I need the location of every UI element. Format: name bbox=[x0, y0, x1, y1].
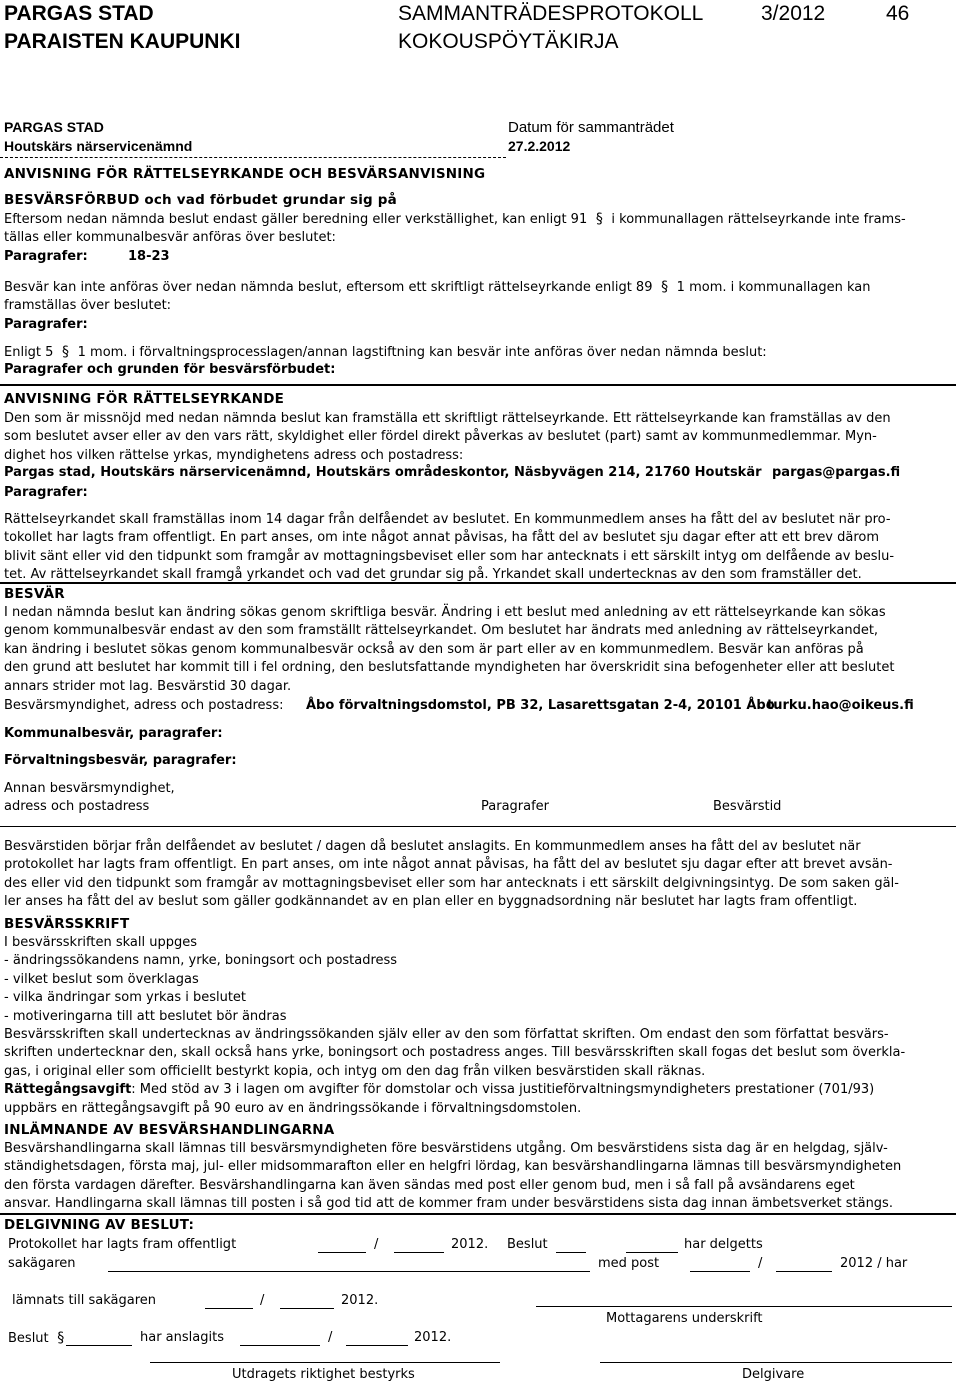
rattelse-line: dighet hos vilken rättelse yrkas, myndighetens adress och postadress: bbox=[4, 447, 464, 463]
besvarsforbud-paragrafer-value: 18-23 bbox=[128, 249, 170, 264]
besvarsskrift-item: - ändringssökandens namn, yrke, boningsort och postadress bbox=[4, 953, 398, 969]
utdrag-signature-line[interactable] bbox=[150, 1362, 500, 1363]
besvar-line: Besvärstiden börjar från delfåendet av beslutet / dagen då beslutet anslagits. En kommunmedlem anses ha fått del av beslutet när bbox=[4, 839, 861, 854]
lamnats-date-day[interactable] bbox=[205, 1308, 253, 1309]
date-slash: / bbox=[328, 1330, 333, 1345]
inlamnande-text bbox=[4, 1140, 956, 1214]
delgivning-protokoll-label: Protokollet har lagts fram offentligt bbox=[8, 1237, 237, 1252]
besvar-col-besvarstid: Besvärstid bbox=[713, 799, 782, 814]
delgivning-har: 2012 / har bbox=[840, 1256, 908, 1271]
besvarsforbud-line6b: 1 mom. i förvaltningsprocesslagen/annan lagstiftning kan besvär inte anföras över nedan nämnda beslut: bbox=[77, 345, 767, 360]
date-year: 2012. bbox=[341, 1293, 379, 1308]
besvar-kommunal: Kommunalbesvär, paragrafer: bbox=[4, 726, 223, 741]
besvar-line: annars strider mot lag. Besvärstid 30 dagar. bbox=[4, 678, 292, 694]
meta-date: 27.2.2012 bbox=[508, 138, 571, 154]
inlamnande-line: Besvärshandlingarna skall lämnas till besvärsmyndigheten före besvärstidens utgång. Om besvärstidens sista dag är en helgdag, själv- bbox=[4, 1141, 888, 1156]
besvarsskrift-item: - vilka ändringar som yrkas i beslutet bbox=[4, 990, 247, 1006]
besvarsskrift-heading: BESVÄRSSKRIFT bbox=[4, 916, 130, 932]
delgivning-delgetts: har delgetts bbox=[684, 1237, 763, 1252]
date-field-month[interactable] bbox=[394, 1252, 444, 1253]
protocol-number: 3/2012 bbox=[761, 2, 826, 25]
beslut2-field[interactable] bbox=[66, 1345, 132, 1346]
rattelse-line: Den som är missnöjd med nedan nämnda beslut kan framställa ett skriftligt rättelseyrkande. Ett rättelseyrkande kan framställas av den bbox=[4, 411, 891, 426]
inlamnande-line: ansvar. Handlingarna skall lämnas till posten i så god tid att de kommer fram under besvärstidens sista dag innan ämbetsverket stängs. bbox=[4, 1196, 893, 1212]
rattelse-line: blivit sänt eller vid den tidpunkt som framgår av mottagningsbeviset eller som har antecknats i ett särskilt intyg om delfående av beslu- bbox=[4, 548, 895, 564]
meta-divider bbox=[0, 157, 506, 158]
rattelse-heading: ANVISNING FÖR RÄTTELSEYRKANDE bbox=[4, 391, 285, 407]
sakagaren-field[interactable] bbox=[108, 1271, 590, 1272]
delgivning-beslut2 bbox=[8, 1330, 64, 1346]
besvar-authority: Åbo förvaltningsdomstol, PB 32, Lasarettsgatan 2-4, 20101 Åbo bbox=[306, 698, 775, 713]
main-title: ANVISNING FÖR RÄTTELSEYRKANDE OCH BESVÄRSANVISNING bbox=[4, 166, 486, 182]
besvar-line: ler anses ha fått del av beslut som gäller godkännandet av en plan eller en byggnadsordning när beslutet har lagts fram offentligt. bbox=[4, 894, 858, 910]
besvarsskrift-item: - vilket beslut som överklagas bbox=[4, 971, 199, 987]
section-divider bbox=[0, 826, 956, 827]
paragraph-sign-icon: § bbox=[52, 1330, 65, 1346]
delgivning-lamnats: lämnats till sakägaren bbox=[12, 1293, 157, 1308]
besvar-annan2: adress och postadress bbox=[4, 799, 150, 814]
besvarsforbud-text6 bbox=[4, 344, 767, 360]
besvar-line: des eller vid den tidpunkt som framgår av mottagningsbeviset eller som har antecknats i ett särskilt delgivningsintyg. De som saken gäl- bbox=[4, 875, 899, 891]
besvarsforbud-line6a: Enligt 5 bbox=[4, 345, 54, 360]
rattelse-text2 bbox=[4, 511, 956, 585]
besvarsforbud-line4b: 1 mom. i kommunallagen kan bbox=[676, 280, 871, 295]
besvar-authority-label: Besvärsmyndighet, adress och postadress: bbox=[4, 698, 284, 713]
inlamnande-line: ständighetsdagen, första maj, jul- eller midsommarafton eller en helgfri lördag, kan besvärshandlingarna lämnas till besvärsmyndigheten bbox=[4, 1159, 902, 1175]
date-slash: / bbox=[374, 1237, 379, 1252]
besvarsforbud-line1: Eftersom nedan nämnda beslut endast gäller beredning eller verkställighet, kan enligt 91 bbox=[4, 212, 588, 227]
delgivning-beslut2-label: Beslut bbox=[8, 1331, 49, 1346]
besvarsforbud-paragrafer-label: Paragrafer: bbox=[4, 249, 88, 264]
meta-committee: Houtskärs närservicenämnd bbox=[4, 138, 193, 154]
date-slash: / bbox=[260, 1293, 265, 1308]
besvarsskrift-item: - motiveringarna till att beslutet bör ändras bbox=[4, 1008, 287, 1024]
inlamnande-heading: INLÄMNANDE AV BESVÄRSHANDLINGARNA bbox=[4, 1122, 335, 1138]
besvar-forvaltning: Förvaltningsbesvär, paragrafer: bbox=[4, 753, 237, 768]
besvar-authority-email: turku.hao@oikeus.fi bbox=[767, 698, 914, 713]
delgivare-signature-line[interactable] bbox=[600, 1362, 952, 1363]
post-date-month[interactable] bbox=[776, 1271, 832, 1272]
besvar-col-paragrafer: Paragrafer bbox=[481, 799, 550, 814]
anslagits-date-month[interactable] bbox=[346, 1345, 408, 1346]
besvarsskrift-line: skriften undertecknar den, skall också hans yrke, boningsort och postadress anges. Till besvärsskriften skall fogas det beslut som överkla- bbox=[4, 1045, 906, 1061]
rattelse-paragrafer: Paragrafer: bbox=[4, 485, 88, 500]
mottagare-label: Mottagarens underskrift bbox=[606, 1311, 763, 1326]
besvar-line: kan ändring i beslutet sökas genom kommunalbesvär också av den som är part eller av en kommunmedlem. Besvär kan anföras på bbox=[4, 641, 864, 657]
date-field-day[interactable] bbox=[318, 1252, 366, 1253]
delgivning-med-post: med post bbox=[598, 1256, 660, 1271]
doc-title-fi: KOKOUSPÖYTÄKIRJA bbox=[398, 30, 619, 53]
besvarsforbud-text1 bbox=[4, 211, 906, 227]
besvar-line: den grund att beslutet har kommit till i fel ordning, den beslutsfattande myndigheten har överskridit sina befogenheter eller att beslutet bbox=[4, 660, 895, 676]
utdrag-label: Utdragets riktighet bestyrks bbox=[232, 1367, 415, 1382]
besvarsforbud-line1b: i kommunallagen rättelseyrkande inte frams- bbox=[611, 212, 906, 227]
avgift-text: : Med stöd av 3 i lagen om avgifter för domstolar och vissa justitieförvaltningsmyndigheters prestationer (701/93) bbox=[131, 1082, 875, 1098]
meta-date-label: Datum för sammanträdet bbox=[508, 119, 674, 136]
rattelse-address: Pargas stad, Houtskärs närservicenämnd, Houtskärs områdeskontor, Näsbyvägen 214, 21760 Houtskär bbox=[4, 465, 762, 480]
delgivning-heading: DELGIVNING AV BESLUT: bbox=[4, 1217, 195, 1233]
besvarsskrift-line: Besvärsskriften skall undertecknas av ändringssökanden själv eller av den som författat skriften. Om endast den som författat besvärs- bbox=[4, 1027, 889, 1043]
besvar-line: I nedan nämnda beslut kan ändring sökas genom skriftliga besvär. Ändring i ett beslut med anledning av ett rättelseyrkande kan sökas bbox=[4, 605, 886, 620]
avgift-label: Rättegångsavgift bbox=[4, 1082, 132, 1098]
org-name-sv: PARGAS STAD bbox=[4, 2, 154, 25]
besvarsforbud-text3: tällas eller kommunalbesvär anföras över beslutet: bbox=[4, 230, 336, 245]
besvarsskrift-item: I besvärsskriften skall uppges bbox=[4, 935, 198, 950]
rattelse-line: tet. Av rättelseyrkandet skall framgå yrkandet och vad det grundar sig på. Yrkandet skall undertecknas av den som framställer det. bbox=[4, 567, 862, 583]
date-year: 2012. bbox=[451, 1237, 489, 1252]
besvarsforbud-heading: BESVÄRSFÖRBUD och vad förbudet grundar sig på bbox=[4, 192, 397, 208]
beslut-field[interactable] bbox=[626, 1252, 678, 1253]
lamnats-date-month[interactable] bbox=[280, 1308, 334, 1309]
paragraph-sign-icon: § bbox=[591, 211, 608, 227]
rattelse-text bbox=[4, 410, 956, 465]
besvarsskrift-avgift bbox=[4, 1081, 956, 1099]
rattelse-line: tokollet har lagts fram offentligt. En part anses, om inte något annat påvisas, ha fått del av beslutet sju dagar efter att ett brev därom bbox=[4, 530, 880, 546]
delgivning-sakagaren: sakägaren bbox=[8, 1256, 76, 1271]
rattelse-line: Rättelseyrkandet skall framställas inom 14 dagar från delfåendet av beslutet. En kommunmedlem anses ha fått del av beslutet när pro- bbox=[4, 512, 891, 527]
anslagits-date-day[interactable] bbox=[240, 1345, 320, 1346]
besvarsforbud-text4 bbox=[4, 279, 870, 295]
besvarsforbud-paragrafer2: Paragrafer: bbox=[4, 317, 88, 332]
besvar-text2 bbox=[4, 838, 956, 912]
org-name-fi: PARAISTEN KAUPUNKI bbox=[4, 30, 241, 53]
besvarsforbud-text7: Paragrafer och grunden för besvärsförbudet: bbox=[4, 362, 336, 377]
section-divider bbox=[0, 1213, 956, 1215]
besvarsskrift-avgift-line2: uppbärs en rättegångsavgift på 90 euro av en ändringssökande i förvaltningsdomstolen. bbox=[4, 1100, 582, 1116]
besvarsforbud-line4a: Besvär kan inte anföras över nedan nämnda beslut, eftersom ett skriftligt rättelseyrkande enligt 89 bbox=[4, 280, 653, 295]
post-date-day[interactable] bbox=[690, 1271, 750, 1272]
besvar-line: genom kommunalbesvär endast av den som framställt rättelseyrkandet. Om beslutet har ändrats med anledning av rättelseyrkandet, bbox=[4, 623, 879, 639]
paragraph-sign-icon: § bbox=[57, 344, 74, 360]
besvarsskrift-line: gas, i original eller som officiellt bestyrkt kopia, och intyg om den dag från vilken besvärstiden skall räknas. bbox=[4, 1063, 706, 1079]
rattelse-email: pargas@pargas.fi bbox=[772, 465, 901, 480]
besvar-line: protokollet har lagts fram offentligt. En part anses, om inte något annat påvisas, ha fått del av beslutet sju dagar efter att brevet avsän- bbox=[4, 857, 893, 873]
besvar-text bbox=[4, 604, 956, 696]
date-year: 2012. bbox=[414, 1330, 452, 1345]
date-slash: / bbox=[758, 1256, 763, 1271]
besvarsforbud-text5: framställas över beslutet: bbox=[4, 298, 172, 313]
delgivning-row1 bbox=[8, 1237, 236, 1252]
rattelse-line: som beslutet avser eller av den vars rätt, skyldighet eller fördel direkt påverkas av beslutet (part) samt av kommunmedlemmar. Myn- bbox=[4, 429, 877, 445]
beslut-number-field[interactable] bbox=[556, 1252, 586, 1253]
page-number: 46 bbox=[886, 2, 910, 25]
delgivning-beslut-label: Beslut bbox=[507, 1237, 548, 1252]
doc-title-sv: SAMMANTRÄDESPROTOKOLL bbox=[398, 2, 704, 25]
besvarsskrift-items bbox=[4, 934, 956, 1118]
delgivning-anslagits: har anslagits bbox=[140, 1330, 224, 1345]
section-divider bbox=[0, 582, 956, 584]
besvar-heading: BESVÄR bbox=[4, 586, 65, 602]
inlamnande-line: den första vardagen därefter. Besvärshandlingarna kan även sändas med post eller genom bud, men i så fall på avsändarens eget bbox=[4, 1177, 855, 1193]
delgivare-label: Delgivare bbox=[742, 1367, 805, 1382]
mottagare-signature-line[interactable] bbox=[536, 1306, 952, 1307]
meta-org: PARGAS STAD bbox=[4, 119, 104, 135]
paragraph-sign-icon: § bbox=[656, 279, 673, 295]
section-divider bbox=[0, 384, 956, 386]
besvar-annan1: Annan besvärsmyndighet, bbox=[4, 781, 175, 796]
